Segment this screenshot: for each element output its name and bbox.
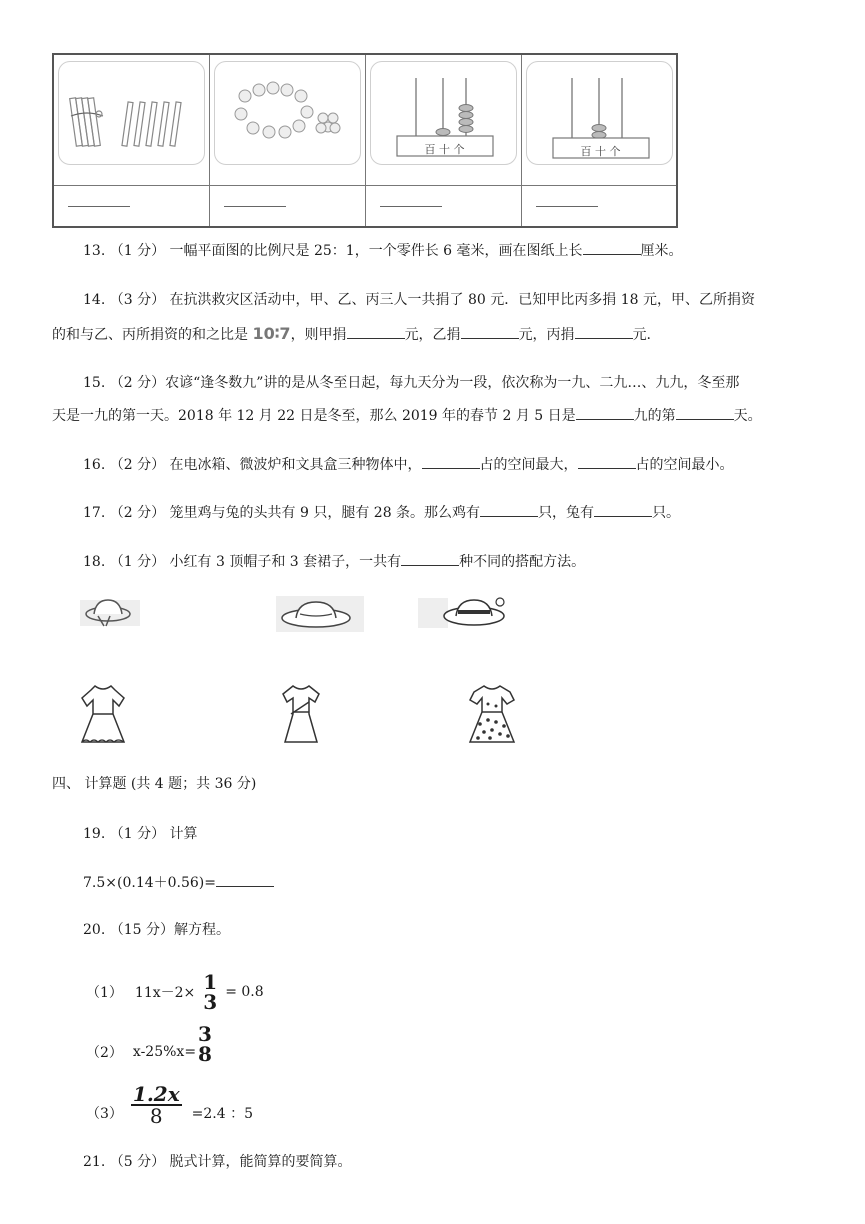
question-text: 只。 [652, 505, 681, 521]
question-score: （2 分） [109, 375, 166, 391]
question-number: 21. [83, 1154, 106, 1170]
hat-icon [80, 594, 140, 634]
question-score: （1 分） [109, 826, 166, 842]
answer-cell-2[interactable] [210, 186, 366, 226]
question-score: （2 分） [109, 505, 166, 521]
question-text: 小红有 3 顶帽子和 3 套裙子，一共有 [169, 554, 402, 570]
question-text: 在抗洪救灾区活动中，甲、乙、丙三人一共捐了 80 元．已知甲比丙多捐 18 元，甲、乙所捐资 [169, 292, 755, 308]
answer-blank[interactable] [576, 405, 634, 420]
question-text: 的和与乙、丙所捐资的和之比是 [52, 327, 248, 343]
equation-text: 11x－2× [134, 985, 196, 1001]
question-text: 九的第 [633, 408, 676, 424]
question-score: （1 分） [109, 554, 166, 570]
hat-icon [418, 594, 510, 634]
question-20 [83, 919, 230, 939]
question-text: 元，乙捐 [404, 327, 461, 343]
section-4-title: 四、 计算题 (共 4 题；共 36 分) [52, 776, 257, 792]
answer-cell-4[interactable] [522, 186, 676, 226]
equation-text: =2.4 ：5 [191, 1106, 253, 1122]
abacus-card-2 [526, 61, 673, 165]
question-19 [83, 823, 198, 843]
answer-blank[interactable] [347, 324, 405, 339]
equation-3 [86, 1080, 253, 1130]
picture-cell-abacus-1 [366, 55, 522, 186]
question-number: 15. [83, 375, 106, 391]
picture-cell-beads [210, 55, 366, 186]
answer-blank[interactable] [583, 240, 641, 255]
question-number: 17. [83, 505, 106, 521]
answer-blank[interactable] [594, 502, 652, 517]
answer-blank[interactable] [575, 324, 633, 339]
answer-blank[interactable] [422, 454, 480, 469]
picture-cell-sticks [54, 55, 210, 186]
question-text: 计算 [169, 826, 198, 842]
question-score: （2 分） [109, 457, 166, 473]
dress-icon [466, 684, 518, 746]
question-text: 天是一九的第一天。2018 年 12 月 22 日是冬至，那么 2019 年的春节 2 月 5 日是 [52, 408, 576, 424]
question-text: ，则甲捐 [290, 327, 347, 343]
abacus-place-label-1: 百 十 个 [424, 143, 465, 156]
ratio-value: 10∶7 [252, 324, 291, 343]
question-15-line-2 [52, 405, 762, 425]
question-21 [83, 1151, 352, 1171]
sticks-card [58, 61, 205, 165]
equation-1 [86, 962, 264, 1022]
equation-text: = 0.8 [225, 984, 264, 1000]
bead-necklace-icon [215, 62, 362, 166]
question-number: 19. [83, 826, 106, 842]
question-text: 占的空间最小。 [635, 457, 734, 473]
answer-blank[interactable] [480, 502, 538, 517]
dress-icon [279, 684, 323, 746]
question-17 [83, 502, 680, 522]
question-text: 天。 [733, 408, 762, 424]
equation-label: （1） [86, 985, 123, 1001]
question-13 [83, 240, 683, 260]
question-text: 只，兔有 [538, 505, 595, 521]
question-score: （15 分） [109, 922, 174, 938]
question-16 [83, 454, 734, 474]
question-text: 在电冰箱、微波炉和文具盒三种物体中， [169, 457, 422, 473]
equation-label: （3） [86, 1106, 123, 1122]
fraction-three-eighths: 3 8 [198, 1022, 212, 1066]
fraction-1-2x-over-8: $\frac{1.2x}{8}$ [132, 1082, 180, 1128]
answer-cell-1[interactable] [54, 186, 210, 226]
question-number: 13. [83, 243, 106, 259]
question-text: 元，丙捐 [518, 327, 575, 343]
question-text: 种不同的搭配方法。 [459, 554, 586, 570]
question-text: 一幅平面图的比例尺是 25：1，一个零件长 6 毫米，画在图纸上长 [169, 243, 583, 259]
question-text: 笼里鸡与兔的头共有 9 只，腿有 28 条。那么鸡有 [169, 505, 481, 521]
expression-text: 7.5×(0.14＋0.56)= [83, 875, 216, 891]
dress-icon [78, 684, 128, 746]
question-number: 18. [83, 554, 106, 570]
question-19-expression [83, 872, 274, 892]
picture-table [52, 53, 678, 228]
answer-blank[interactable] [380, 206, 442, 207]
answer-blank[interactable] [401, 551, 459, 566]
question-number: 14. [83, 292, 106, 308]
question-text: 元. [632, 327, 652, 343]
equation-text: x-25%x= [132, 1044, 197, 1060]
answer-blank[interactable] [676, 405, 734, 420]
answer-blank[interactable] [461, 324, 519, 339]
question-text: 厘米。 [640, 243, 683, 259]
question-text: 占的空间最大， [479, 457, 578, 473]
answer-blank[interactable] [68, 206, 130, 207]
equation-2 [86, 1022, 214, 1077]
question-text: 农谚“逢冬数九”讲的是从冬至日起，每九天分为一段，依次称为一九、二九…、九九，冬至那 [165, 375, 740, 391]
picture-cell-abacus-2 [522, 55, 676, 186]
question-15 [83, 372, 739, 392]
answer-blank[interactable] [224, 206, 286, 207]
hat-icon [276, 596, 364, 632]
beads-card [214, 61, 361, 165]
question-number: 16. [83, 457, 106, 473]
fraction-one-third: 1 3 [203, 970, 218, 1014]
answer-blank[interactable] [536, 206, 598, 207]
counting-sticks-icon [59, 62, 206, 166]
question-text: 解方程。 [173, 922, 230, 938]
answer-blank[interactable] [578, 454, 636, 469]
question-14 [83, 289, 755, 309]
question-score: （5 分） [109, 1154, 166, 1170]
abacus-card-1 [370, 61, 517, 165]
question-score: （3 分） [109, 292, 166, 308]
question-14-line-2 [52, 324, 651, 344]
abacus-place-label-2: 百 十 个 [580, 145, 621, 158]
question-18 [83, 551, 585, 571]
answer-cell-3[interactable] [366, 186, 522, 226]
question-number: 20. [83, 922, 106, 938]
question-text: 脱式计算，能简算的要简算。 [169, 1154, 352, 1170]
equation-label: （2） [86, 1045, 123, 1061]
answer-blank[interactable] [216, 872, 274, 887]
question-score: （1 分） [109, 243, 166, 259]
